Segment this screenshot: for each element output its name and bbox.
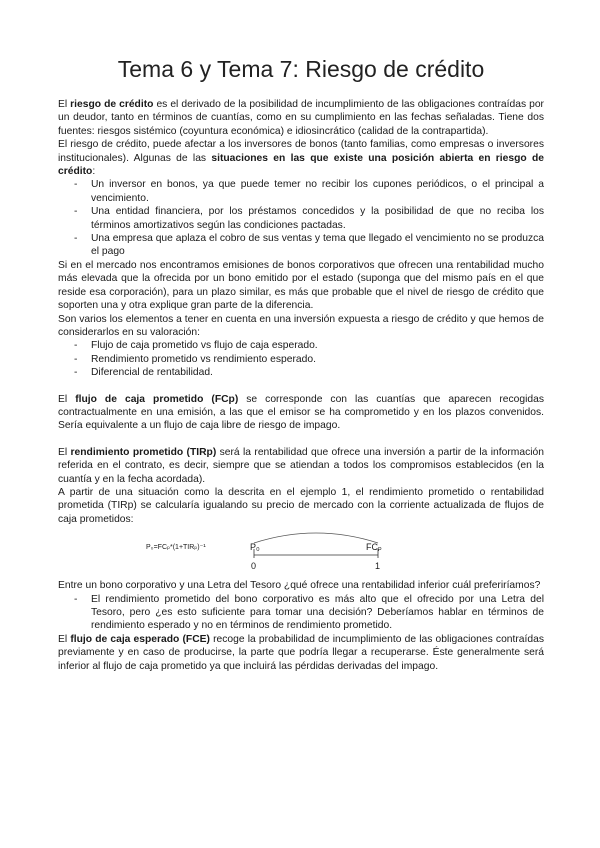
elements-list <box>58 339 544 379</box>
paragraph-promised-yield <box>58 446 544 486</box>
text-span: El <box>58 446 71 458</box>
paragraph-bond-investors <box>58 138 544 178</box>
cash-flow-timeline <box>246 531 396 575</box>
text-span: será la rentabilidad que ofrece una inversión a partir de la información referida en el contrato, es decir, siempre que se atiendan a todos los compromisos establecidos (en la cuantía y en la fecha acordada). <box>58 446 544 485</box>
paragraph-credit-risk-definition <box>58 98 544 138</box>
list-item: - El rendimiento prometido del bono corporativo es más alto que el ofrecido por una Letra del Tesoro, pero ¿es esto suficiente para tomar una decisión? Deberíamos hablar en términos de rendimiento esperado y no en términos de rendimiento prometido. <box>58 593 544 633</box>
list-item: - Una empresa que aplaza el cobro de sus ventas y tema que llegado el vencimiento no se produzca el pago <box>58 232 544 259</box>
text-span: es el derivado de la posibilidad de incumplimiento de las obligaciones contraídas por un deudor, tanto en términos de cuantías, como en su cumplimiento en las fechas señaladas. Tiene dos fuentes: riesgos sistémico (coyuntura económica) e idiosincrático (calidad de la contrapartida). <box>58 99 544 137</box>
paragraph-corporate-bonds: Si en el mercado nos encontramos emisiones de bonos corporativos que ofrecen una rentabilidad mucho más elevada que la ofrecida por un bono emitido por el estado (suponga que del mismo país en el que reside esa corporación), para un plazo similar, es más que probable que el nivel de riesgo de crédito que soporten una y otra explique gran parte de la diferencia. <box>58 259 544 312</box>
paragraph-yield-calculation: A partir de una situación como la descrita en el ejemplo 1, el rendimiento prometido o rentabilidad prometida (TIRp) se calcularía igualando su precio de mercado con la corriente actualizada de flujos de caja prometidos: <box>58 486 544 525</box>
text-span: El <box>58 633 71 645</box>
bold-term: flujo de caja esperado (FCE) <box>70 633 210 645</box>
formula-figure <box>58 531 544 575</box>
list-item: - Diferencial de rentabilidad. <box>58 366 544 379</box>
bold-term: situaciones en las que existe una posición abierta en riesgo de crédito <box>58 152 545 178</box>
list-item: - Una entidad financiera, por los préstamos concedidos y la posibilidad de que no reciba los términos amortizativos según las condiciones pactadas. <box>58 205 544 232</box>
timeline-label-cash-flow: FCₚ <box>366 542 382 553</box>
text-span: El <box>58 99 71 110</box>
paragraph-promised-cash-flow <box>58 393 544 433</box>
timeline-label-1: 1 <box>375 561 381 572</box>
paragraph-elements: Son varios los elementos a tener en cuenta en una inversión expuesta a riesgo de crédito y que hemos de considerarlos en su valoración: <box>58 313 544 338</box>
text-span: : <box>92 166 96 178</box>
text-span: El riesgo de crédito, puede afectar a los inversores de bonos (tanto familias, como empresas o inversores institucionales). Algunas de las <box>58 139 544 164</box>
list-item: - Flujo de caja prometido vs flujo de caja esperado. <box>58 339 544 352</box>
timeline-label-price: P₀ <box>250 542 260 553</box>
bold-term: flujo de caja prometido (FCp) <box>75 393 239 405</box>
paragraph-question: Entre un bono corporativo y una Letra del Tesoro ¿qué ofrece una rentabilidad inferior cuál preferiríamos? <box>58 580 541 592</box>
situations-list <box>58 178 544 258</box>
timeline-label-0: 0 <box>251 561 257 572</box>
bold-term: rendimiento prometido (TIRp) <box>70 446 217 458</box>
text-span: se corresponde con las cuantías que aparecen recogidas contractualmente en una emisión, a las que el emisor se ha comprometido y en los plazos convenidos. Sería equivalente a un flujo de caja libre de riesgo de impago. <box>58 393 544 432</box>
text-span: El <box>58 393 76 405</box>
bold-term: riesgo de crédito <box>70 99 154 110</box>
document-body <box>58 98 544 673</box>
timeline-arc <box>254 533 378 543</box>
text-span: recoge la probabilidad de incumplimiento de las obligaciones contraídas previamente y en caso de producirse, la parte que podría llegar a recuperarse. Éste generalmente será inferior al flujo de caja prometido ya que incluirá las pérdidas derivadas del impago. <box>58 633 544 672</box>
list-item: - Rendimiento prometido vs rendimiento esperado. <box>58 353 544 366</box>
answer-list <box>58 593 544 633</box>
list-item: - Un inversor en bonos, ya que puede temer no recibir los cupones periódicos, o el principal a vencimiento. <box>58 178 544 205</box>
paragraph-expected-cash-flow <box>58 633 544 673</box>
page-title: Tema 6 y Tema 7: Riesgo de crédito <box>117 56 485 82</box>
formula-equation: P₀=FCₚ*(1+TIRₚ)⁻¹ <box>146 544 206 552</box>
